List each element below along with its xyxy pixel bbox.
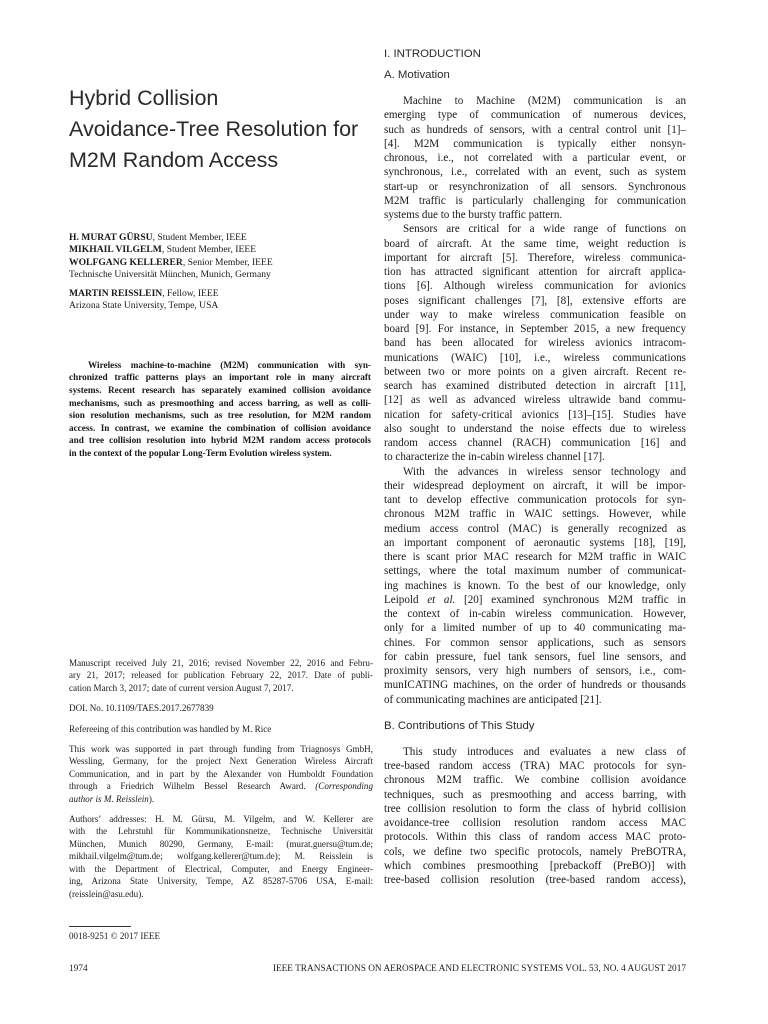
- affiliation: Technische Universität München, Munich, Germany: [69, 268, 271, 280]
- journal-info: IEEE TRANSACTIONS ON AEROSPACE AND ELECTRONIC SYSTEMS VOL. 53, NO. 4 AUGUST 2017: [272, 964, 686, 974]
- title-line: M2M Random Access: [69, 148, 279, 172]
- author: H. MURAT GÜRSU, Student Member, IEEE: [69, 232, 247, 243]
- paragraph: This study introduces and evaluates a new class of tree-based random access (TRA) MAC protocols for syn- chronous M2M traffic. We combine collision avoidance techniques, such as presmoothing and access barring, with tree collision resolution to form the class of hybrid collision avoidance-tree collision resolution random access MAC protocols. Within this class of random access MAC proto- cols, we define two specific protocols, namely PreBOTRA, which combines presmoothing [prebackoff (PreBO)] with tree-based collision resolution (tree-based random access),: [384, 745, 686, 886]
- right-column: [384, 44, 686, 887]
- copyright: 0018-9251 © 2017 IEEE: [69, 931, 161, 941]
- title-line: Hybrid Collision: [69, 86, 219, 110]
- support-note: This work was supported in part through funding from Triagnosys GmbH, Wessling, Germany, for the project Next Generation Wireless Aircraft Communication, and in part by the Alexander von Humboldt Foundation through a Friedrich Wilhelm Bessel Research Award. (Corresponding author is M. Reisslein).: [69, 744, 373, 804]
- left-column: [69, 70, 371, 460]
- section-heading: I. INTRODUCTION: [384, 48, 481, 60]
- paragraph: Machine to Machine (M2M) communication is an emerging type of communication of numerous devices, such as hundreds of sensors, with a central control unit [1]– [4]. M2M communication is typically either nonsyn- chronous, i.e., not correlated with a particular event, or synchronous, i.e., correlated with an event, such as system start-up or resynchronization of all sensors. Synchronous M2M traffic is particularly challenging for communication systems due to the bursty traffic pattern. Sensors are critical for a wide range of functions on board of aircraft. At the same time, weight reduction is important for aircraft [5]. Therefore, wireless communica- tion has attracted significant attention for aircraft applica- tions [6]. Although wireless communication for avionics poses significant challenges [7], [8], extensive efforts are under way to make wireless communication feasible on board [9]. For instance, in September 2015, a new frequency band has been allocated for wireless avionics intracom- munications (WAIC) [10], i.e., wireless communications between two or more points on a given aircraft. Recent re- search has examined distributed detection in aircraft [11], [12] as well as advanced wireless ultrawide band commu- nication for safety-critical avionics [13]–[15]. Studies have also sought to understand the noise effects due to wireless random access channel (RACH) communication [16] and to characterize the in-cabin wireless channel [17]. With the advances in wireless sensor technology and their widespread deployment on aircraft, it will be impor- tant to develop effective communication protocols for syn- chronous M2M traffic in WAIC settings. However, while medium access control (MAC) is generally recognized as an important component of aeronautic systems [18], [19], there is scant prior MAC research for M2M traffic in WAIC settings, where the total maximum number of communicat- ing machines is known. To the best of our knowledge, only Leipold et al. [20] examined synchronous M2M traffic in the context of in-cabin wireless communication. However, only for a limited number of up to 40 communicating ma- chines. For common sensor applications, such as sensors for cabin pressure, fuel tank sensors, fuel line sensors, and proximity sensors, very high numbers of sensors, i.e., com- munICATING machines, on the order of hundreds or thousands of communicating machines are anticipated [21].: [384, 95, 686, 706]
- refereeing-note: Refereeing of this contribution was handled by M. Rice: [69, 723, 272, 734]
- author: WOLFGANG KELLERER, Senior Member, IEEE: [69, 256, 273, 268]
- title-line: Avoidance-Tree Resolution for: [69, 117, 359, 141]
- author: MIKHAIL VILGELM, Student Member, IEEE: [69, 244, 257, 256]
- subsection-heading: A. Motivation: [384, 69, 450, 81]
- manuscript-note: Manuscript received July 21, 2016; revised November 22, 2016 and Febru- ary 21, 2017; released for publication February 22, 2017. Date of publi- cation March 3, 2017; date of current version August 7, 2017.: [69, 658, 373, 693]
- author: MARTIN REISSLEIN, Fellow, IEEE: [69, 288, 219, 300]
- abstract: Wireless machine-to-machine (M2M) communication with syn- chronized traffic patterns plays an important role in many aircraft systems. Recent research has separately examined collision avoidance mechanisms, such as presmoothing and access barring, as well as colli- sion resolution mechanisms, such as tree resolution, for M2M random access. In contrast, we examine the combination of collision avoidance and tree collision resolution into hybrid M2M random access protocols in the context of the popular Long-Term Evolution wireless system.: [69, 359, 371, 458]
- addresses-note: Authors’ addresses: H. M. Gürsu, M. Vilgelm, and W. Kellerer are with the Lehrstuhl für Kommunikationsnetze, Technische Universität München, Munich 80290, Germany, E-mail: (murat.guersu@tum.de; mikhail.vilgelm@tum.de; wolfgang.kellerer@tum.de); M. Reisslein is with the Department of Electrical, Computer, and Energy Engineer- ing, Arizona State University, Tempe, AZ 85287-5706 USA, E-mail: (reisslein@asu.edu).: [69, 814, 373, 899]
- author-list: [69, 232, 371, 281]
- footnote-rule: [69, 926, 131, 927]
- footnotes: [69, 657, 373, 908]
- author-list-2: [69, 288, 371, 313]
- page-number: 1974: [69, 964, 88, 974]
- subsection-heading: B. Contributions of This Study: [384, 719, 535, 732]
- paper-title: [69, 83, 371, 176]
- doi-note: DOI. No. 10.1109/TAES.2017.2677839: [69, 703, 214, 714]
- affiliation: Arizona State University, Tempe, USA: [69, 300, 219, 312]
